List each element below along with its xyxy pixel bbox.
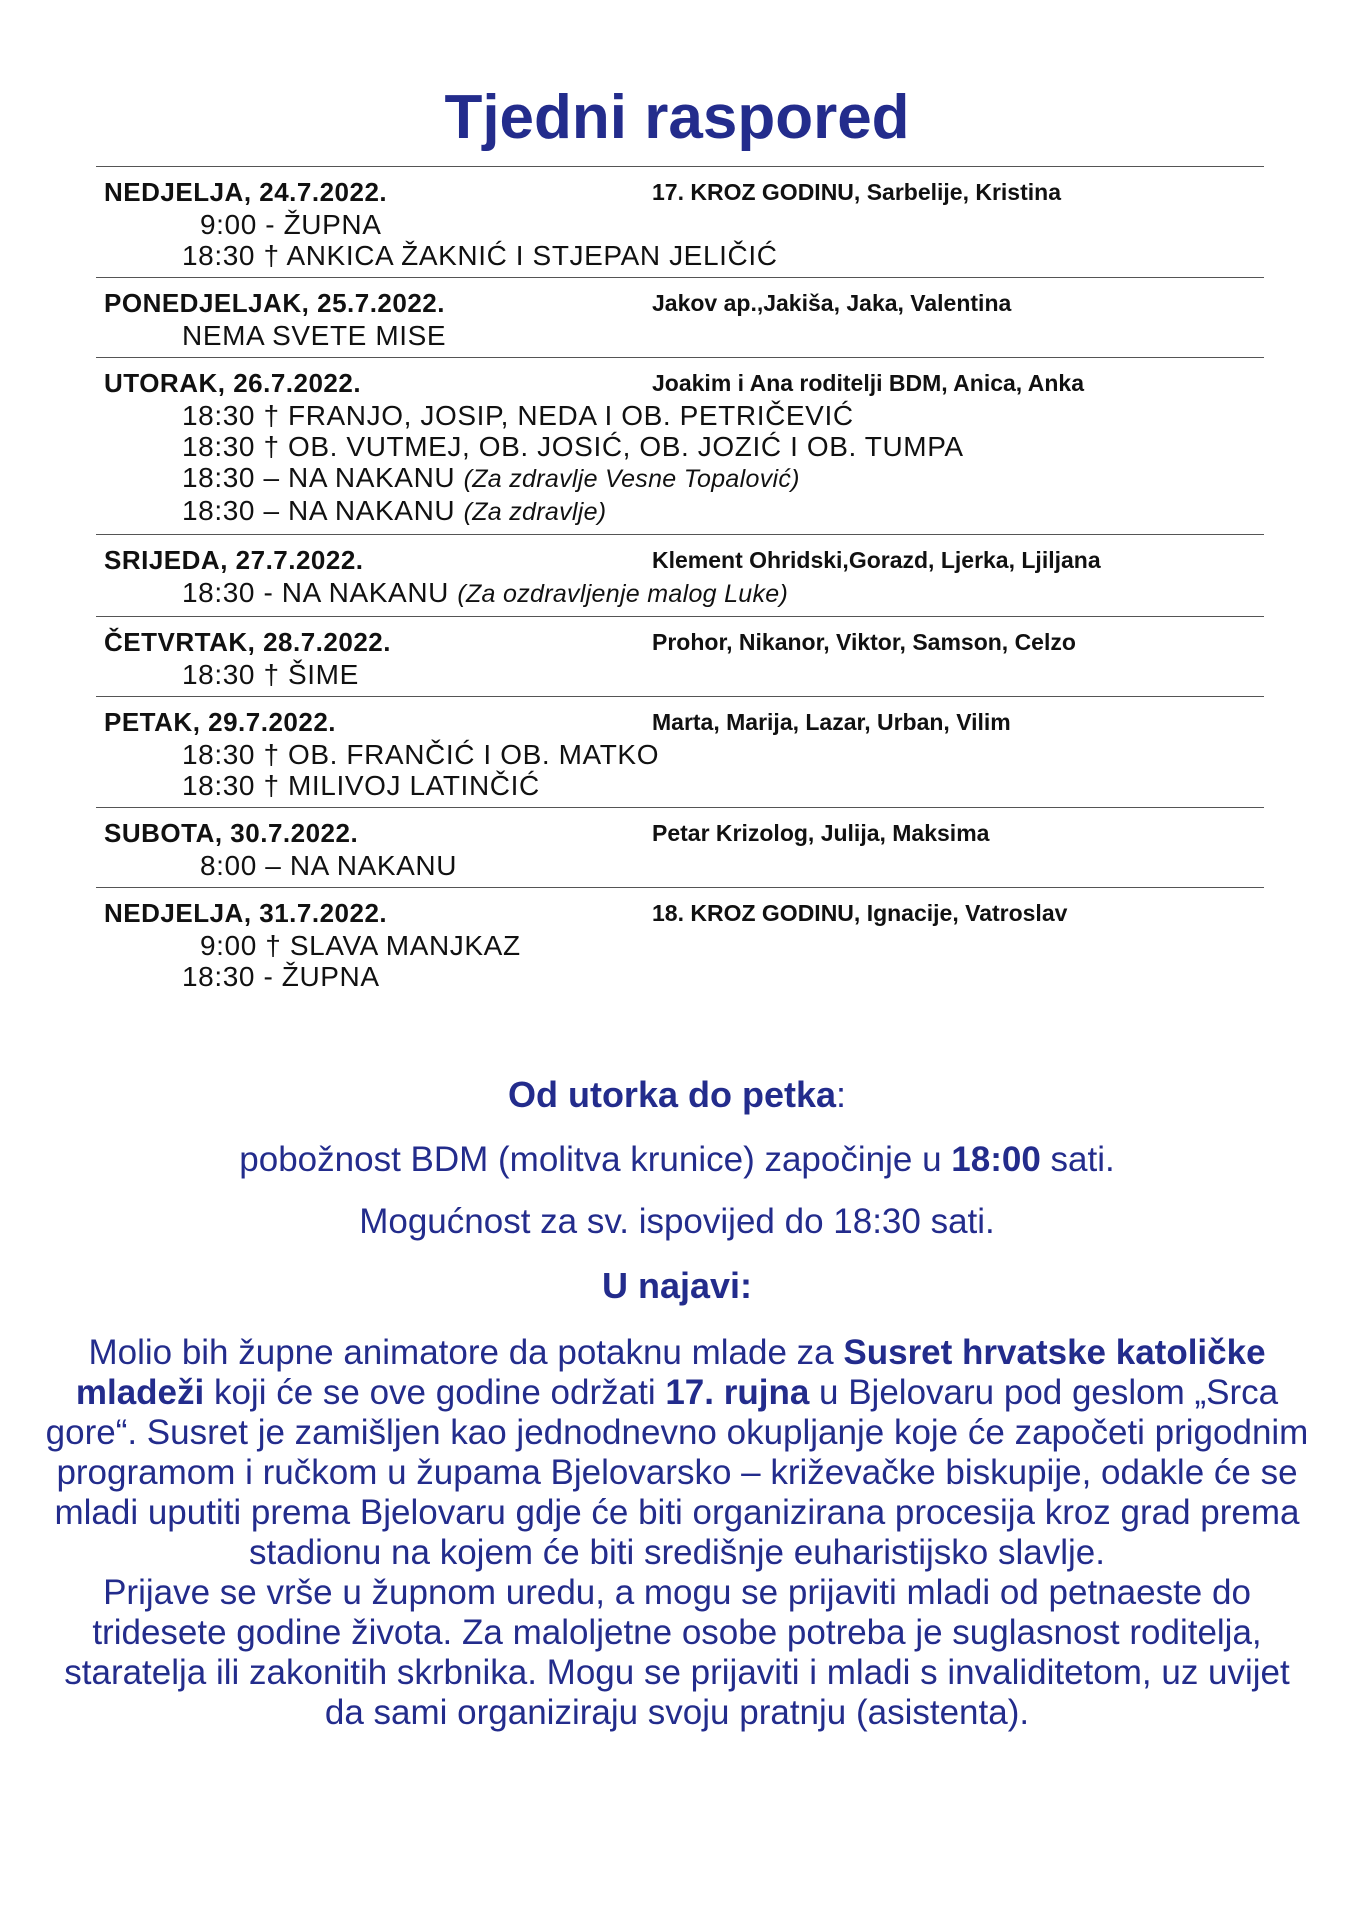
day-saints: Prohor, Nikanor, Viktor, Samson, Celzo [652, 629, 1076, 655]
day-date: ČETVRTAK, 28.7.2022. [104, 627, 391, 657]
mass-note: (Za zdravlje) [463, 498, 607, 526]
day-date: PETAK, 29.7.2022. [104, 707, 337, 737]
announce-heading: U najavi: [601, 1265, 753, 1306]
schedule-day [96, 277, 1264, 357]
devotion-text: pobožnost BDM (molitva krunice) započinje u 18:00 sati. [239, 1140, 1115, 1179]
schedule-day [96, 534, 1264, 616]
mass-entry: 18:30 † FRANJO, JOSIP, NEDA I OB. PETRIČEVIĆ [182, 400, 854, 431]
schedule-day [96, 357, 1264, 534]
mass-entry: 18:30 – NA NAKANU (Za zdravlje) [182, 495, 607, 526]
schedule-day [96, 696, 1264, 807]
mass-entry: 9:00 - ŽUPNA [200, 209, 382, 240]
mass-entry: 18:30 † ŠIME [182, 659, 359, 690]
weekly-schedule [96, 166, 1264, 998]
schedule-day [96, 616, 1264, 696]
mass-entry: 18:30 † MILIVOJ LATINČIĆ [182, 770, 540, 801]
day-saints: Jakov ap.,Jakiša, Jaka, Valentina [652, 290, 1012, 316]
mass-entry: 18:30 – NA NAKANU (Za zdravlje Vesne Topalović) [182, 462, 800, 493]
schedule-day [96, 807, 1264, 887]
mass-entry: 18:30 † OB. FRANČIĆ I OB. MATKO [182, 739, 660, 770]
day-date: PONEDJELJAK, 25.7.2022. [104, 288, 445, 318]
mass-entry: 18:30 † ANKICA ŽAKNIĆ I STJEPAN JELIČIĆ [182, 240, 778, 271]
day-date: SUBOTA, 30.7.2022. [104, 818, 359, 848]
page-title: Tjedni raspored [444, 83, 910, 152]
day-date: NEDJELJA, 31.7.2022. [104, 898, 388, 928]
announcement-text [40, 1333, 1314, 1733]
confession-text: Mogućnost za sv. ispovijed do 18:30 sati. [359, 1202, 995, 1241]
day-date: UTORAK, 26.7.2022. [104, 368, 362, 398]
mass-entry: 18:30 † OB. VUTMEJ, OB. JOSIĆ, OB. JOZIĆ I OB. TUMPA [182, 431, 964, 462]
mass-entry: 9:00 † SLAVA MANJKAZ [200, 930, 521, 961]
weekday-heading: Od utorka do petka: [507, 1074, 847, 1115]
day-saints: Joakim i Ana roditelji BDM, Anica, Anka [652, 370, 1084, 396]
mass-entry: 18:30 - NA NAKANU (Za ozdravljenje malog Luke) [182, 577, 789, 608]
schedule-day [96, 887, 1264, 998]
day-saints: Petar Krizolog, Julija, Maksima [652, 820, 990, 846]
mass-entry: 18:30 - ŽUPNA [182, 961, 380, 992]
schedule-day [96, 166, 1264, 277]
mass-note: (Za zdravlje Vesne Topalović) [463, 465, 800, 493]
day-date: SRIJEDA, 27.7.2022. [104, 545, 364, 575]
mass-entry: 8:00 – NA NAKANU [200, 850, 458, 881]
day-saints: Klement Ohridski,Gorazd, Ljerka, Ljiljana [652, 547, 1101, 573]
announcement-paragraph: Molio bih župne animatore da potaknu mlade za Susret hrvatske katoličke mladeži koji će se ove godine održati 17. rujna u Bjelovaru pod geslom „Srca gore“. Susret je zamišljen kao jednodnevno okupljanje koje će započeti prigodnim programom i ručkom u župama Bjelovarsko – križevačke biskupije, odakle će se mladi uputiti prema Bjelovaru gdje će biti organizirana procesija kroz grad prema stadionu na kojem će biti središnje euharistijsko slavlje. [45, 1333, 1309, 1572]
day-date: NEDJELJA, 24.7.2022. [104, 177, 388, 207]
day-saints: 18. KROZ GODINU, Ignacije, Vatroslav [652, 900, 1068, 926]
day-saints: Marta, Marija, Lazar, Urban, Vilim [652, 709, 1011, 735]
mass-note: (Za ozdravljenje malog Luke) [457, 580, 789, 608]
announcement-paragraph: Prijave se vrše u župnom uredu, a mogu se prijaviti mladi od petnaeste do tridesete godine života. Za maloljetne osobe potreba je suglasnost roditelja, staratelja ili zakonitih skrbnika. Mogu se prijaviti i mladi s invaliditetom, uz uvijet da sami organiziraju svoju pratnju (asistenta). [64, 1573, 1290, 1732]
day-saints: 17. KROZ GODINU, Sarbelije, Kristina [652, 179, 1061, 205]
mass-entry: NEMA SVETE MISE [182, 320, 447, 351]
